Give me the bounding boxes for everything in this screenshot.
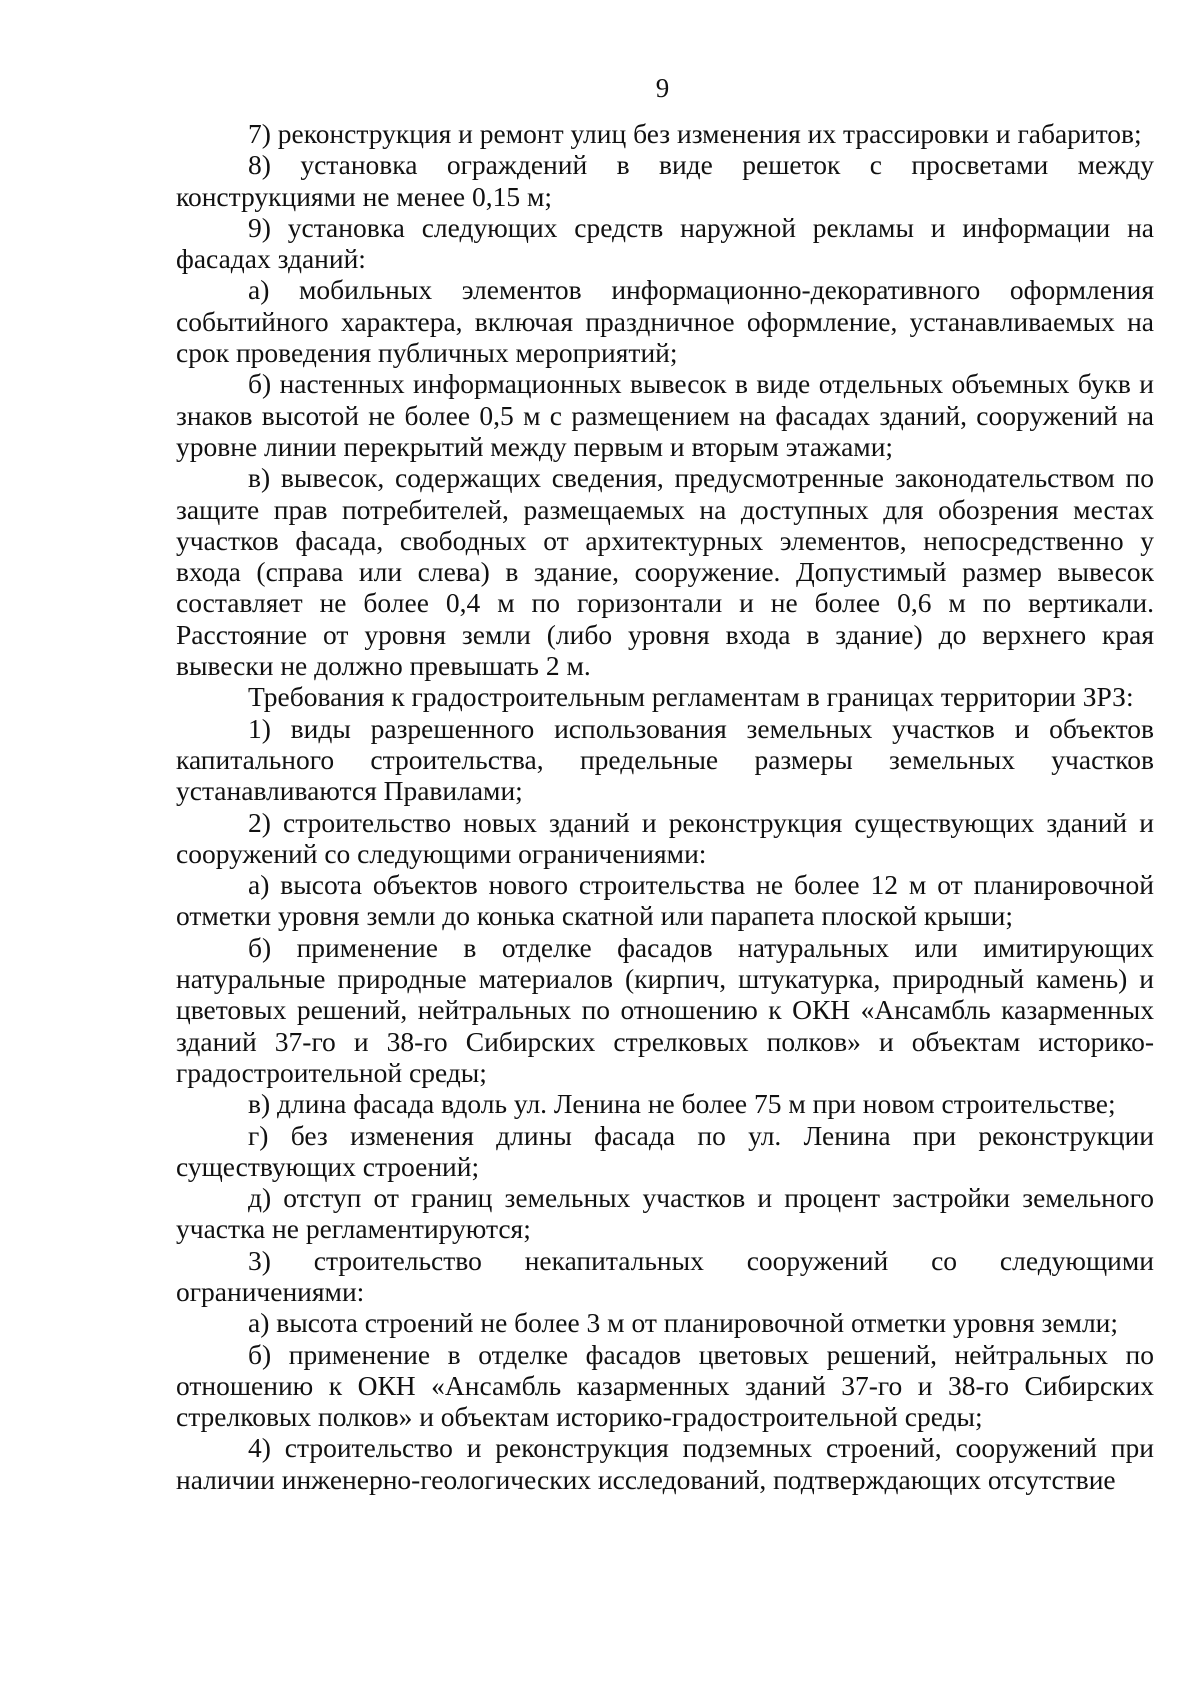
paragraph-9a-mobile-elements: а) мобильных элементов информационно-декоративного оформления событийного характера, включая праздничное оформление, устанавливаемых на срок проведения публичных мероприятий; (176, 274, 1154, 369)
page-number: 9 (655, 73, 670, 103)
paragraph-9-advertising: 9) установка следующих средств наружной рекламы и информации на фасадах зданий: (176, 211, 1154, 275)
paragraph-2v-facade-length: в) длина фасада вдоль ул. Ленина не более 75 м при новом строительстве; (248, 1088, 1116, 1120)
paragraph-8-fences: 8) установка ограждений в виде решеток с просветами между конструкциями не менее 0,15 м; (176, 149, 1154, 212)
paragraph-1-land-use: 1) виды разрешенного использования земельных участков и объектов капитального строительства, предельные размеры земельных участков устанавливаются Правилами; (176, 712, 1154, 807)
paragraph-2a-height: а) высота объектов нового строительства не более 12 м от планировочной отметки уровня земли до конька скатной или парапета плоской крыши; (176, 869, 1154, 932)
paragraph-zrz-requirements: Требования к градостроительным регламентам в границах территории ЗРЗ: (248, 681, 1134, 713)
paragraph-3a-height: а) высота строений не более 3 м от планировочной отметки уровня земли; (248, 1307, 1119, 1339)
paragraph-4-underground: 4) строительство и реконструкция подземных строений, сооружений при наличии инженерно-геологических исследований, подтверждающих отсутствие (176, 1432, 1154, 1495)
paragraph-2d-setbacks: д) отступ от границ земельных участков и процент застройки земельного участка не регламентируются; (176, 1182, 1154, 1245)
document-body (176, 118, 1154, 1495)
paragraph-2-new-construction: 2) строительство новых зданий и реконструкция существующих зданий и сооружений со следующими ограничениями: (176, 806, 1154, 869)
paragraph-3b-colors: б) применение в отделке фасадов цветовых решений, нейтральных по отношению к ОКН «Ансамбль казарменных зданий 37-го и 38-го Сибирских стрелковых полков» и объектам историко-градостроительной среды; (176, 1338, 1154, 1433)
paragraph-7-street-reconstruction: 7) реконструкция и ремонт улиц без изменения их трассировки и габаритов; (248, 118, 1142, 149)
paragraph-9b-wall-signs: б) настенных информационных вывесок в виде отдельных объемных букв и знаков высотой не более 0,5 м с размещением на фасадах зданий, сооружений на уровне линии перекрытий между первым и вторым этажами; (176, 368, 1154, 462)
paragraph-9c-signboards: в) вывесок, содержащих сведения, предусмотренные законодательством по защите прав потребителей, размещаемых на доступных для обозрения местах участков фасада, свободных от архитектурных элементов, непосредственно у входа (справа или слева) в здание, сооружение. Допустимый размер вывесок составляет не более 0,4 м по горизонтали и не более 0,6 м по вертикали. Расстояние от уровня земли (либо уровня входа в здание) до верхнего края вывески не должно превышать 2 м. (176, 462, 1154, 682)
paragraph-2g-facade-unchanged: г) без изменения длины фасада по ул. Ленина при реконструкции существующих строений; (176, 1119, 1154, 1182)
paragraph-2b-materials: б) применение в отделке фасадов натуральных или имитирующих натуральные природные материалов (кирпич, штукатурка, природный камень) и цветовых решений, нейтральных по отношению к ОКН «Ансамбль казарменных зданий 37-го и 38-го Сибирских стрелковых полков» и объектам историко-градостроительной среды; (176, 931, 1154, 1088)
paragraph-3-temporary-structures: 3) строительство некапитальных сооружений со следующими ограничениями: (176, 1244, 1154, 1307)
